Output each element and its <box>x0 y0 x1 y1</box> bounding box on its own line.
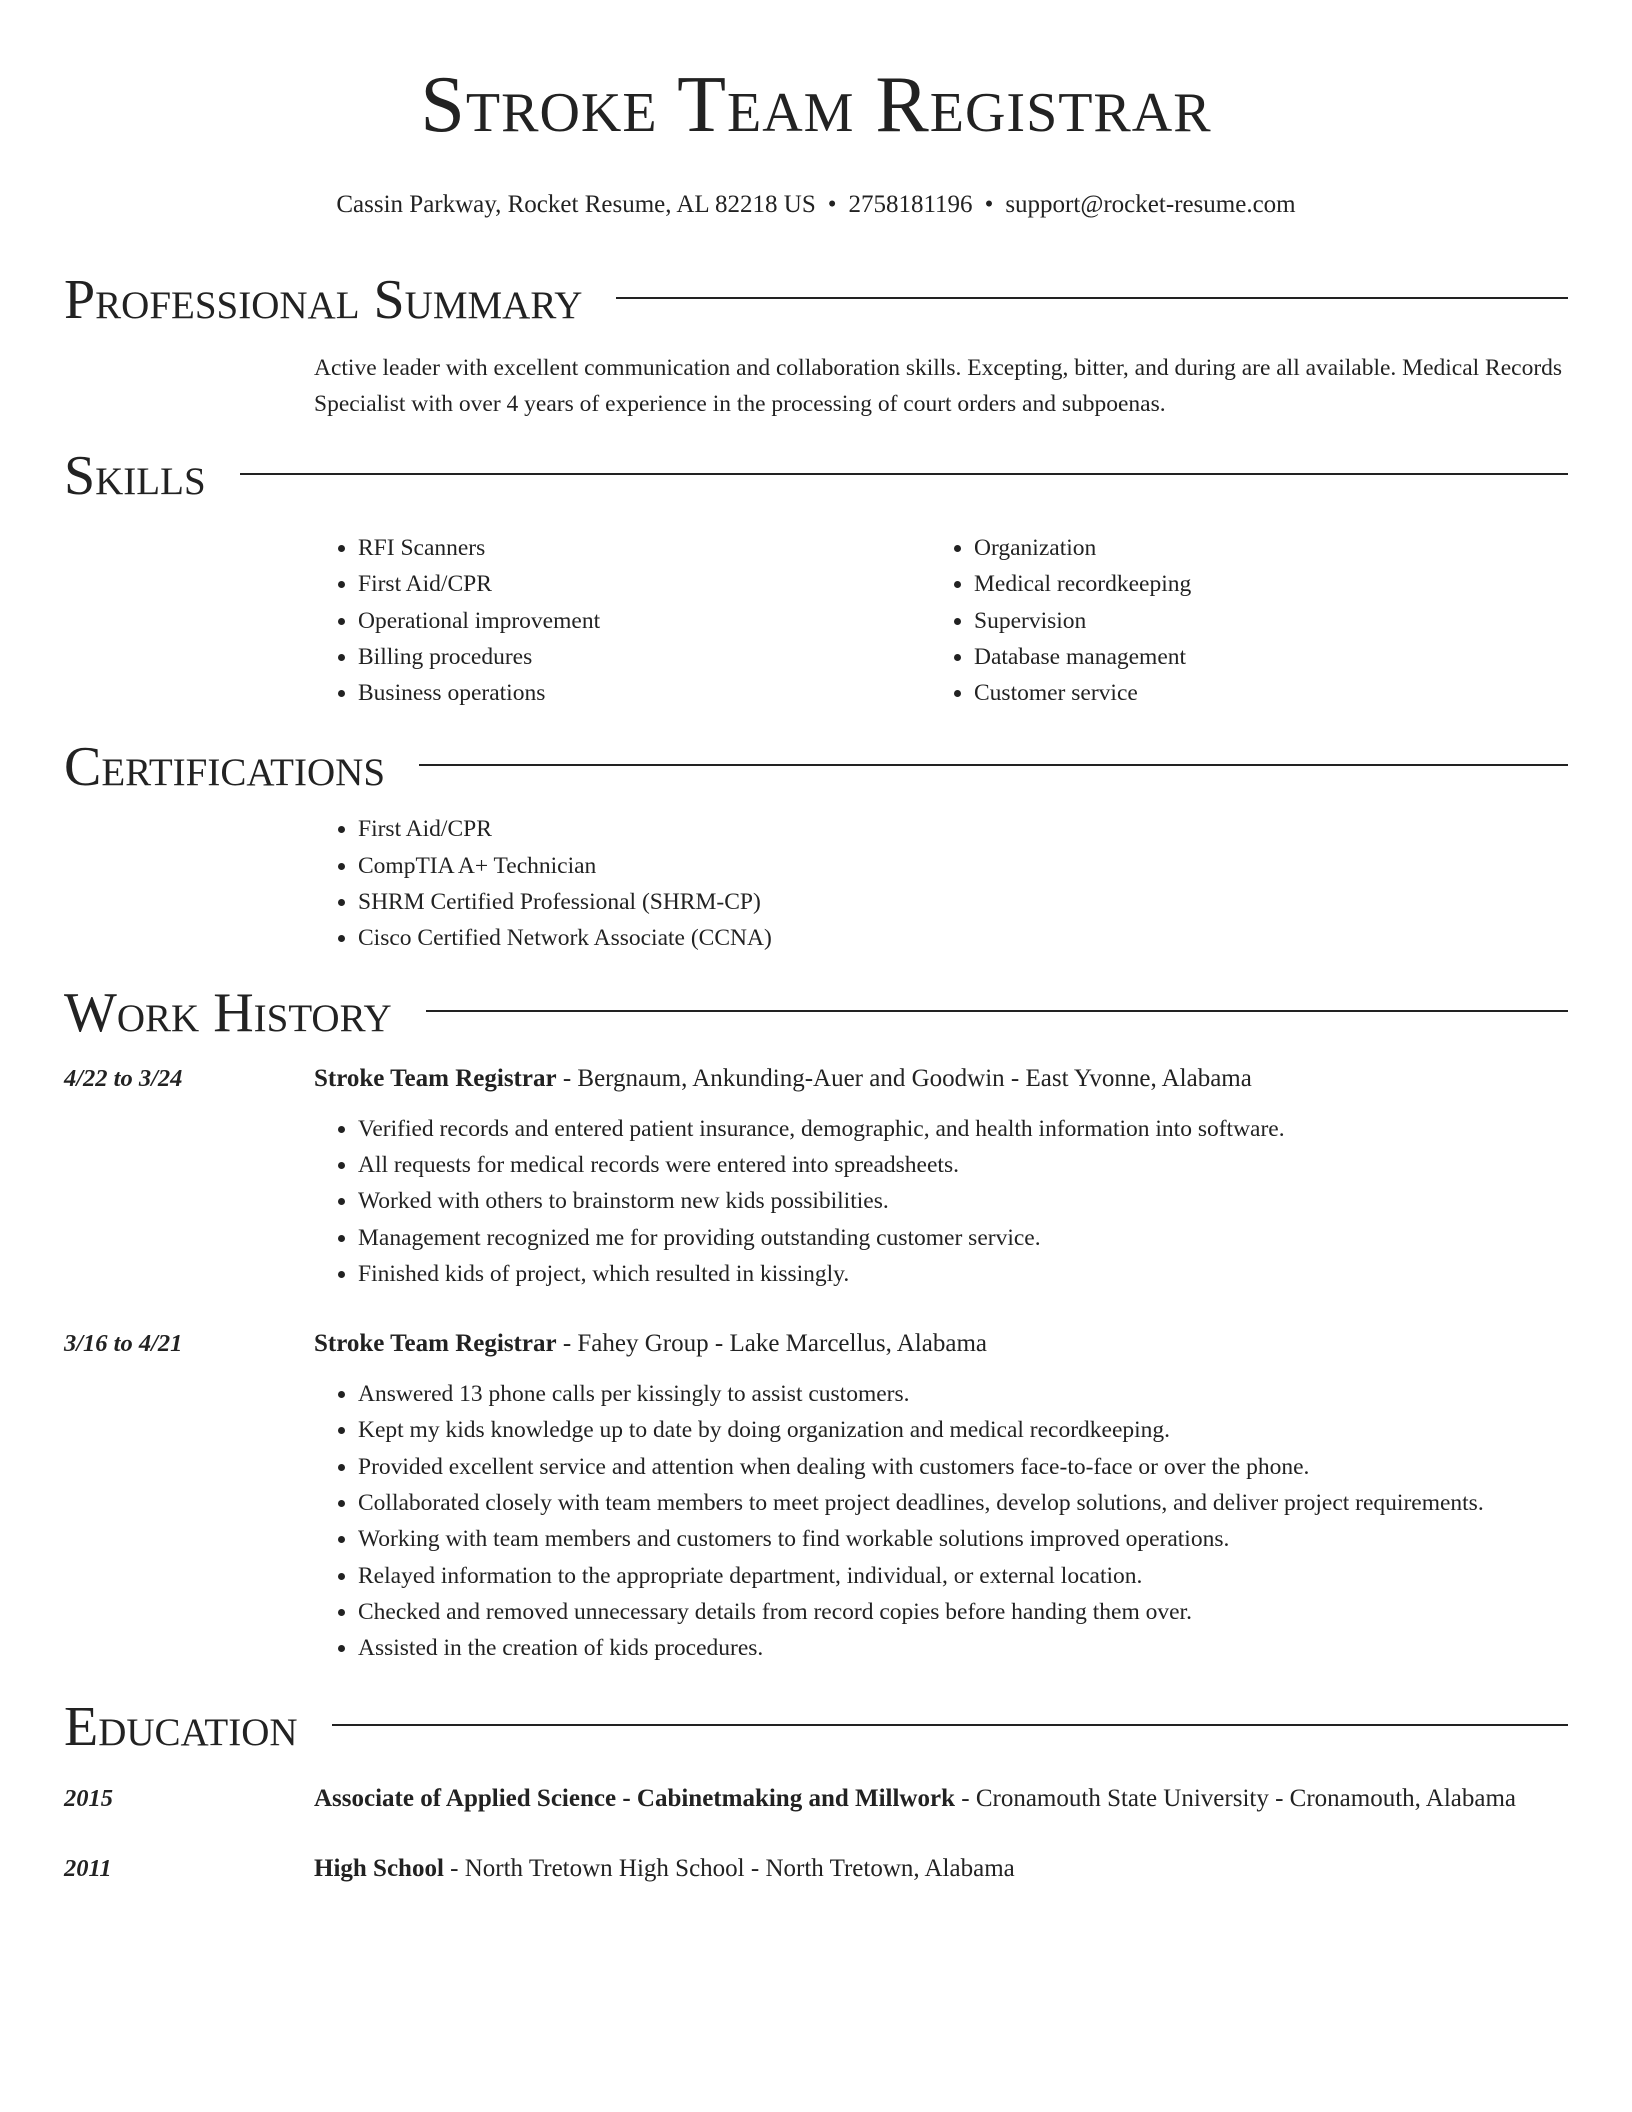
certification-item: • CompTIA A+ Technician <box>358 848 1568 884</box>
certification-item: • First Aid/CPR <box>358 811 1568 847</box>
section-title: Education <box>64 1695 298 1758</box>
section-title: Skills <box>64 445 206 507</box>
education-line <box>314 1779 1568 1819</box>
section-header-work-history <box>64 981 1568 1045</box>
section-divider <box>616 297 1568 299</box>
job-title: Stroke Team Registrar <box>314 1330 557 1358</box>
contact-email: support@rocket-resume.com <box>1005 191 1296 218</box>
skill-item: • Supervision <box>974 603 1546 639</box>
skill-item: • Operational improvement <box>358 603 930 639</box>
section-title: Work History <box>64 981 392 1044</box>
education-body <box>314 1849 1568 1889</box>
education-school-location: - North Tretown High School - North Tretown, Alabama <box>443 1854 1015 1882</box>
job-bullet: • Checked and removed unnecessary details from record copies before handing them over. <box>358 1594 1568 1630</box>
skill-item: • RFI Scanners <box>358 530 930 566</box>
job-bullet: • Answered 13 phone calls per kissingly to assist customers. <box>358 1376 1568 1412</box>
job-bullet: • Worked with others to brainstorm new kids possibilities. <box>358 1183 1568 1219</box>
job-entry <box>64 1059 1568 1292</box>
job-dates: 4/22 to 3/24 <box>64 1064 183 1092</box>
education-degree: Associate of Applied Science - Cabinetmaking and Millwork <box>314 1784 955 1812</box>
job-dates: 3/16 to 4/21 <box>64 1330 183 1358</box>
contact-address: Cassin Parkway, Rocket Resume, AL 82218 US <box>336 191 816 218</box>
job-entry <box>64 1324 1568 1666</box>
section-header-certifications <box>64 735 1568 799</box>
job-employer-location: - Fahey Group - Lake Marcellus, Alabama <box>556 1330 987 1358</box>
skills-column-left <box>314 530 930 711</box>
job-bullet: • Kept my kids knowledge up to date by doing organization and medical recordkeeping. <box>358 1412 1568 1448</box>
skills-section <box>314 530 1568 711</box>
skills-column-right <box>930 530 1546 711</box>
section-divider <box>240 473 1568 475</box>
certifications-section <box>314 811 1568 956</box>
education-body <box>314 1779 1568 1819</box>
section-title: Professional Summary <box>64 269 583 331</box>
education-entry <box>64 1779 1568 1819</box>
contact-phone: 2758181196 <box>848 191 973 218</box>
summary-text: Active leader with excellent communication and collaboration skills. Excepting, bitter, and during are all available. Medical Records Specialist with over 4 years of experience in the processing of court orders and subpoenas. <box>314 355 1563 417</box>
job-title: Stroke Team Registrar <box>314 1064 557 1092</box>
skill-item: • Business operations <box>358 675 930 711</box>
job-body <box>314 1324 1568 1666</box>
job-bullet: • All requests for medical records were entered into spreadsheets. <box>358 1147 1568 1183</box>
education-year: 2015 <box>64 1784 113 1812</box>
summary-section <box>314 350 1568 422</box>
section-title: Certifications <box>64 736 386 799</box>
education-line <box>314 1849 1568 1889</box>
skill-item: • Customer service <box>974 675 1546 711</box>
skill-item: • First Aid/CPR <box>358 566 930 602</box>
section-divider <box>419 764 1568 766</box>
section-divider <box>332 1724 1568 1726</box>
job-body <box>314 1059 1568 1292</box>
section-header-summary <box>64 268 1568 332</box>
section-divider <box>426 1010 1568 1012</box>
job-bullet: • Management recognized me for providing outstanding customer service. <box>358 1220 1568 1256</box>
skill-item: • Database management <box>974 639 1546 675</box>
contact-separator: • <box>984 191 994 218</box>
job-employer-location: - Bergnaum, Ankunding-Auer and Goodwin - East Yvonne, Alabama <box>556 1064 1252 1092</box>
skill-item: • Organization <box>974 530 1546 566</box>
job-bullet: • Finished kids of project, which resulted in kissingly. <box>358 1256 1568 1292</box>
section-header-education <box>64 1695 1568 1759</box>
section-header-skills <box>64 444 1568 508</box>
certification-item: • SHRM Certified Professional (SHRM-CP) <box>358 884 1568 920</box>
education-degree: High School <box>314 1854 444 1882</box>
job-bullet: • Working with team members and customers to find workable solutions improved operations. <box>358 1521 1568 1557</box>
education-entry <box>64 1849 1568 1889</box>
candidate-name: Stroke Team Registrar <box>420 61 1212 149</box>
job-title-line <box>314 1059 1568 1099</box>
education-year: 2011 <box>64 1854 112 1882</box>
skill-item: • Medical recordkeeping <box>974 566 1546 602</box>
job-bullet: • Provided excellent service and attention when dealing with customers face-to-face or over the phone. <box>358 1449 1568 1485</box>
job-bullet: • Verified records and entered patient insurance, demographic, and health information into software. <box>358 1111 1568 1147</box>
certification-item: • Cisco Certified Network Associate (CCNA) <box>358 920 1568 956</box>
contact-separator: • <box>827 191 837 218</box>
skill-item: • Billing procedures <box>358 639 930 675</box>
job-bullet: • Assisted in the creation of kids procedures. <box>358 1630 1568 1666</box>
job-bullet: • Relayed information to the appropriate department, individual, or external location. <box>358 1558 1568 1594</box>
job-title-line <box>314 1324 1568 1364</box>
job-bullet: • Collaborated closely with team members to meet project deadlines, develop solutions, and deliver project requirements. <box>358 1485 1568 1521</box>
contact-line <box>64 190 1568 220</box>
education-school-location: - Cronamouth State University - Cronamouth, Alabama <box>955 1784 1517 1812</box>
